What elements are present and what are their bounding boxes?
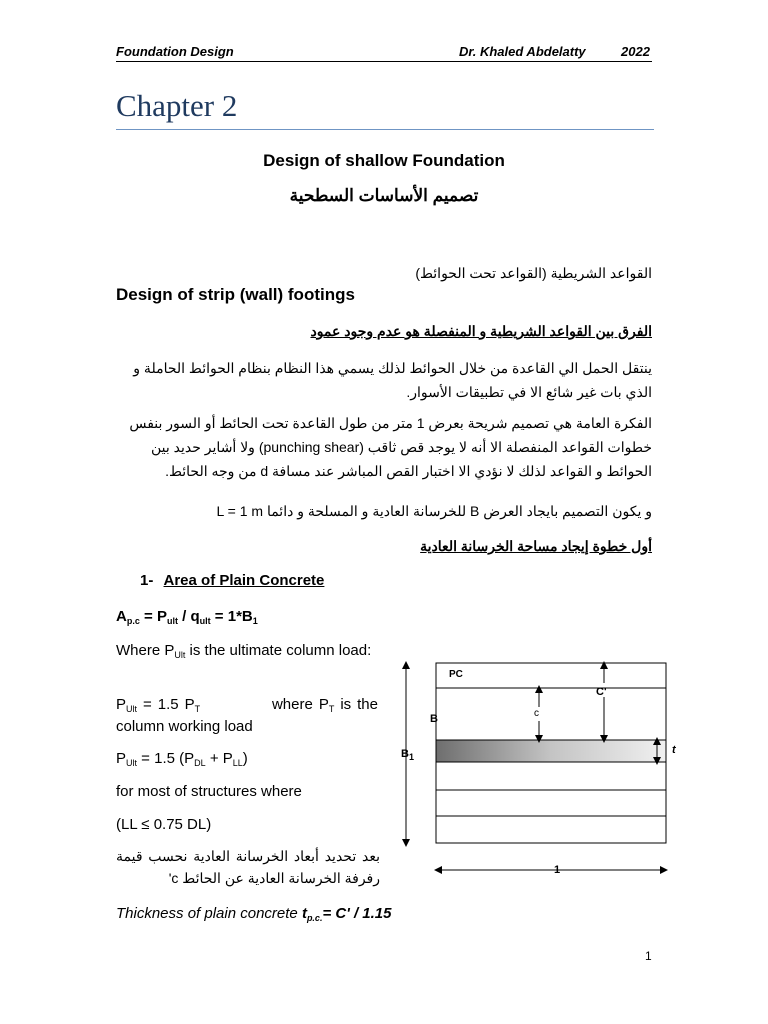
header-author: Dr. Khaled Abdelatty	[459, 44, 586, 59]
page-number: 1	[645, 949, 652, 963]
label-b: B	[430, 713, 438, 725]
document-title-arabic: تصميم الأساسات السطحية	[289, 186, 479, 205]
step1-label: Area of Plain Concrete	[163, 572, 325, 589]
label-cprime: C'	[596, 686, 607, 698]
most-structures: for most of structures where	[116, 783, 302, 800]
label-b1: $B_1$	[401, 748, 414, 762]
chapter-rule	[116, 129, 654, 130]
section-heading: Design of strip (wall) footings	[116, 285, 355, 304]
area-equation: $A_{p.c} = P_{ult} / q_{ult} = 1*B_1$	[116, 608, 258, 626]
chapter-title: Chapter 2	[116, 88, 238, 123]
strip-footing-diagram	[390, 655, 690, 885]
header-year: 2022	[621, 44, 650, 59]
pult-equation-1: $P_{Ult} = 1.5$ $P_T$ where $P_T$ is the column working load	[116, 696, 378, 735]
live-load-limit: (LL ≤ 0.75 DL)	[116, 816, 212, 833]
step1-heading-arabic: أول خطوة إيجاد مساحة الخرسانة العادية	[420, 538, 652, 554]
after-dimensions-arabic: بعد تحديد أبعاد الخرسانة العادية نحسب قيمة رفرفة الخرسانة العادية عن الحائط c'	[116, 848, 380, 886]
thickness-formula: Thickness of plain concrete $t_{p.c.}= C' / 1.15$	[116, 905, 392, 923]
where-pult: Where $P_{Ult}$ is the ultimate column load:	[116, 642, 372, 660]
step1-number: 1-	[140, 572, 154, 589]
paragraph-1: ينتقل الحمل الي القاعدة من خلال الحوائط لذلك يسمي هذا النظام بنظام الحوائط الحاملة و الذي بات غير شائع الا في تطبيقات الأسوار.	[133, 360, 652, 400]
label-t: t	[672, 744, 676, 756]
label-pc: PC	[449, 669, 463, 680]
paragraph-3: و يكون التصميم بايجاد العرض B للخرسانة العادية و المسلحة و دائما L = 1 m	[216, 503, 652, 519]
label-one: 1	[554, 864, 561, 876]
header-rule	[116, 61, 652, 62]
strip-footing-arabic: القواعد الشريطية (القواعد تحت الحوائط)	[415, 265, 652, 281]
pult-equation-2: $P_{Ult} = 1.5$ $(P_{DL} + P_{LL})$	[116, 750, 248, 768]
wall-strip	[436, 740, 666, 762]
document-title: Design of shallow Foundation	[263, 151, 505, 170]
header-title: Foundation Design	[116, 44, 234, 59]
difference-heading: الفرق بين القواعد الشريطية و المنفصلة هو عدم وجود عمود	[310, 323, 652, 339]
label-c: c	[534, 708, 539, 719]
step1-heading	[140, 572, 324, 589]
paragraph-2: الفكرة العامة هي تصميم شريحة بعرض 1 متر من طول القاعدة تحت الحائط أو السور بنفس خطوات القواعد المنفصلة الا أنه لا يوجد قص ثاقب (punching shear) ولا أشاير حديد بين الحوائط و القواعد لذلك لا نؤدي الا اختبار القص المباشر عند مسافة d من وجه الحائط.	[129, 415, 652, 479]
